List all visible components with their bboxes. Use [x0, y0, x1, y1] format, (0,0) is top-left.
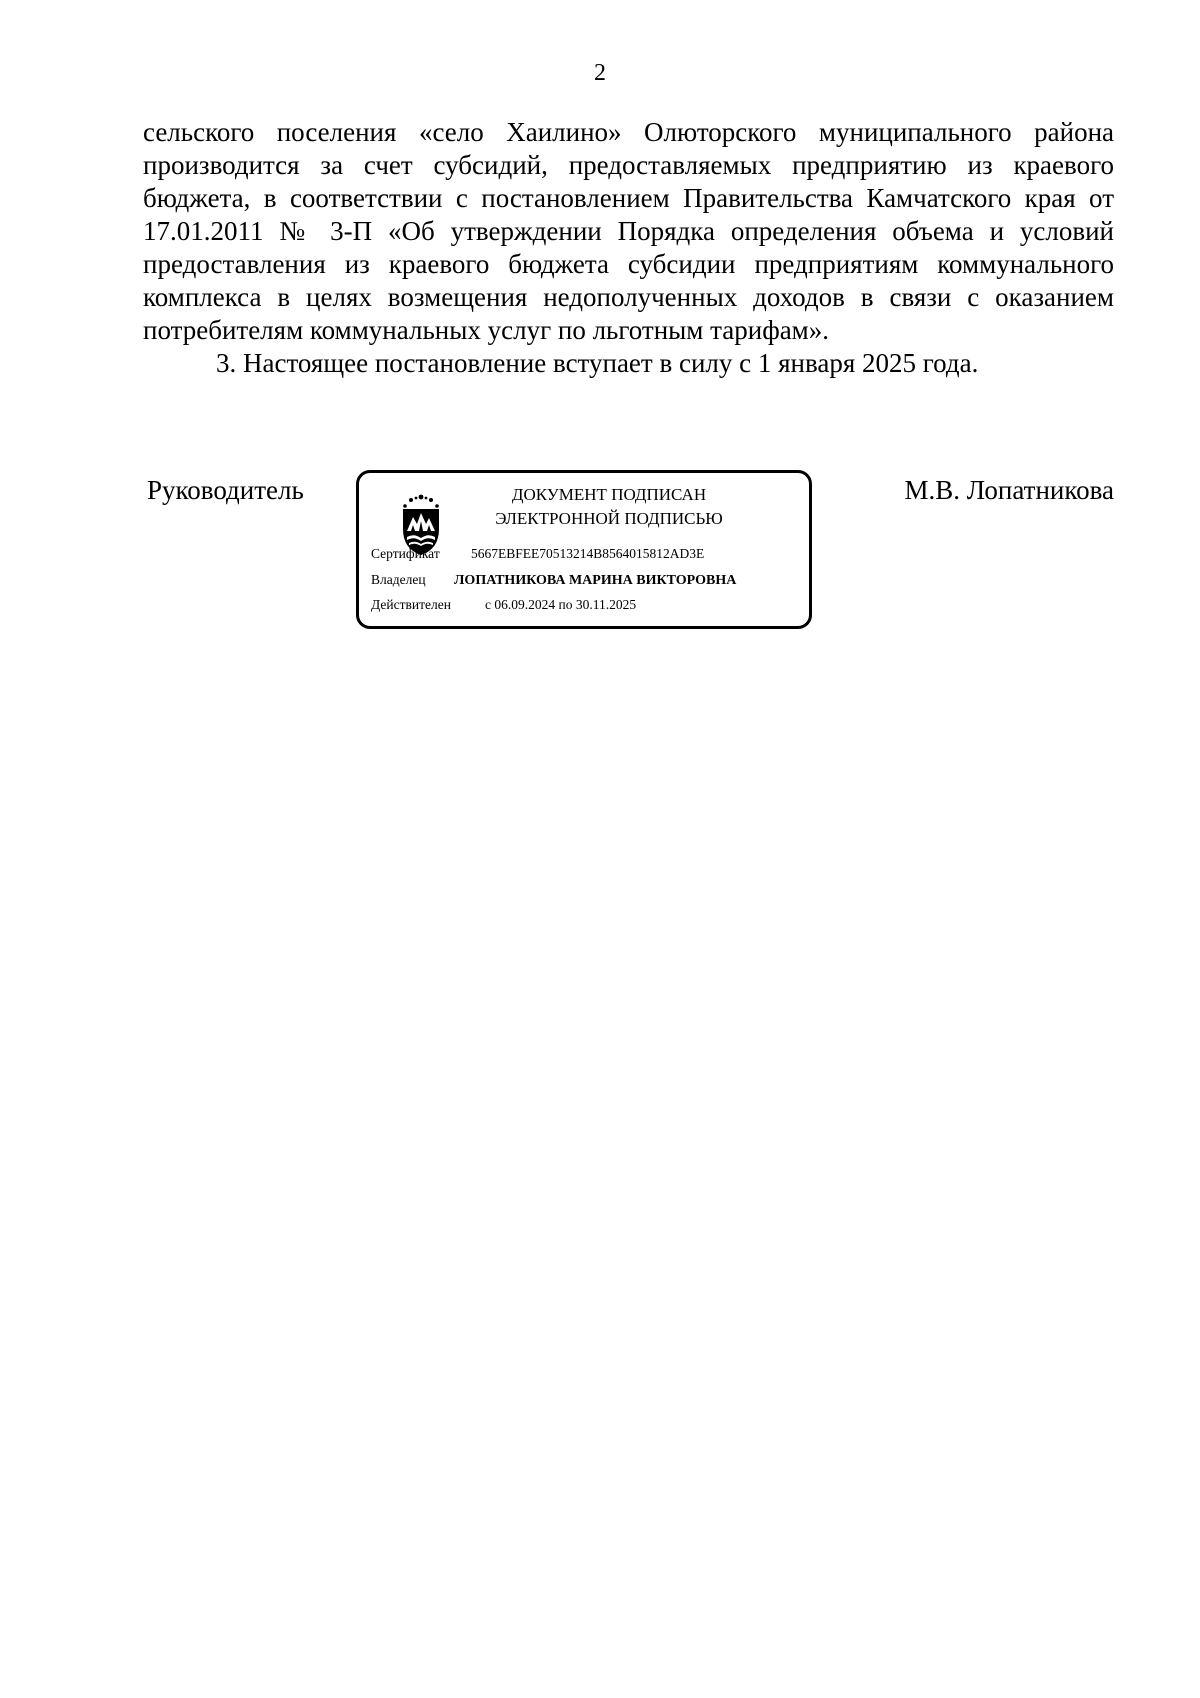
signer-position: Руководитель [147, 475, 304, 505]
stamp-validity-row [371, 594, 636, 616]
certificate-label: Сертификат [371, 546, 440, 561]
stamp-owner-row [371, 569, 736, 592]
validity-value: с 06.09.2024 по 30.11.2025 [485, 597, 637, 612]
certificate-value: 5667EBFEE70513214B8564015812AD3E [471, 546, 705, 561]
stamp-heading-line1: ДОКУМЕНТ ПОДПИСАН [511, 485, 707, 504]
owner-value: ЛОПАТНИКОВА МАРИНА ВИКТОРОВНА [454, 573, 737, 588]
stamp-heading-line2: ЭЛЕКТРОННОЙ ПОДПИСЬЮ [495, 509, 723, 528]
electronic-signature-stamp [356, 470, 812, 629]
owner-label: Владелец [371, 572, 426, 587]
paragraph-continued: сельского поселения «село Хаилино» Олюторского муниципального района производится за счет субсидий, предоставляемых предприятию из краевого бюджета, в соответствии с постановлением Правительства Камчатского края от 17.01.2011 № 3-П «Об утверждении Порядка определения объема и условий предоставления из краевого бюджета субсидии предприятиям коммунального комплекса в целях возмещения недополученных доходов в связи с оказанием потребителям коммунальных услуг по льготным тарифам». [143, 117, 1114, 345]
validity-label: Действителен [371, 597, 451, 612]
paragraph-3: 3. Настоящее постановление вступает в силу с 1 января 2025 года. [216, 348, 979, 378]
signer-name: М.В. Лопатникова [904, 475, 1114, 505]
document-body [143, 116, 1114, 380]
stamp-certificate-row [371, 543, 704, 565]
page-number: 2 [594, 60, 606, 86]
